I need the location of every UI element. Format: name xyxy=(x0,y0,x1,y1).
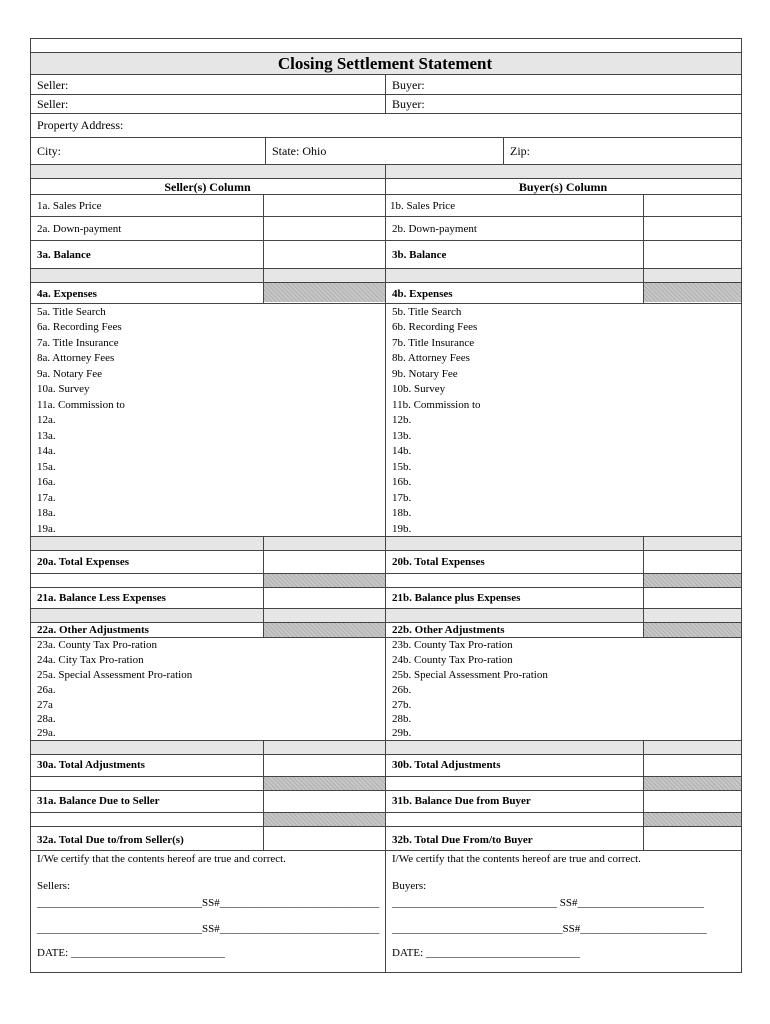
rule xyxy=(30,573,742,574)
rule xyxy=(30,113,742,114)
line-24b: 24b. County Tax Pro-ration xyxy=(392,654,513,666)
rule xyxy=(30,137,742,138)
rule xyxy=(30,754,742,755)
line-14b: 14b. xyxy=(392,445,412,457)
line-20a: 20a. Total Expenses xyxy=(37,556,129,568)
hatch-cell-31a xyxy=(263,812,385,826)
rule xyxy=(30,216,742,217)
rule xyxy=(30,303,742,304)
rule xyxy=(30,550,742,551)
line-32a: 32a. Total Due to/from Seller(s) xyxy=(37,834,184,846)
seller-date-field[interactable]: DATE: ____________________________ xyxy=(37,947,225,959)
line-9b: 9b. Notary Fee xyxy=(392,368,458,380)
hatch-cell-31b xyxy=(643,812,741,826)
border-bottom xyxy=(30,972,742,973)
hatch-cell-4a xyxy=(263,283,385,302)
rule xyxy=(30,164,742,165)
seller-certification: I/We certify that the contents hereof are true and correct. xyxy=(37,853,286,865)
line-3a: 3a. Balance xyxy=(37,249,91,261)
property-address-field[interactable]: Property Address: xyxy=(37,118,124,132)
line-11b: 11b. Commission to xyxy=(392,399,481,411)
line-8a: 8a. Attorney Fees xyxy=(37,352,115,364)
rule xyxy=(30,282,742,283)
hatch-cell-30b xyxy=(643,776,741,790)
line-30a: 30a. Total Adjustments xyxy=(37,759,145,771)
line-29a: 29a. xyxy=(37,727,56,739)
vrule-state xyxy=(265,137,266,164)
line-2b: 2b. Down-payment xyxy=(392,223,477,235)
line-16b: 16b. xyxy=(392,476,412,488)
line-9a: 9a. Notary Fee xyxy=(37,368,103,380)
line-8b: 8b. Attorney Fees xyxy=(392,352,470,364)
buyers-label: Buyers: xyxy=(392,880,427,892)
line-14a: 14a. xyxy=(37,445,56,457)
rule xyxy=(30,52,742,53)
hatch-cell-22a xyxy=(263,623,385,637)
vrule-header-mid xyxy=(385,74,386,114)
rule xyxy=(30,240,742,241)
line-6a: 6a. Recording Fees xyxy=(37,321,122,333)
buyer-signature-line-2[interactable]: _______________________________SS#_______________________ xyxy=(392,923,707,935)
line-31a: 31a. Balance Due to Seller xyxy=(37,795,160,807)
hatch-cell-20a xyxy=(263,573,385,587)
buyer-signature-line-1[interactable]: ______________________________ SS#_______________________ xyxy=(392,897,704,909)
rule xyxy=(30,826,742,827)
line-20b: 20b. Total Expenses xyxy=(392,556,485,568)
line-7b: 7b. Title Insurance xyxy=(392,337,475,349)
rule xyxy=(30,268,742,269)
line-27a: 27a xyxy=(37,699,53,711)
line-25b: 25b. Special Assessment Pro-ration xyxy=(392,669,548,681)
line-4b: 4b. Expenses xyxy=(392,288,453,300)
buyer-field-1[interactable]: Buyer: xyxy=(392,78,425,92)
seller-field-2[interactable]: Seller: xyxy=(37,97,69,111)
line-28a: 28a. xyxy=(37,713,56,725)
page-title: Closing Settlement Statement xyxy=(277,54,493,73)
line-17a: 17a. xyxy=(37,492,56,504)
line-30b: 30b. Total Adjustments xyxy=(392,759,501,771)
seller-field-1[interactable]: Seller: xyxy=(37,78,69,92)
line-19a: 19a. xyxy=(37,523,56,535)
line-26b: 26b. xyxy=(392,684,412,696)
line-17b: 17b. xyxy=(392,492,412,504)
seller-signature-line-1[interactable]: ______________________________SS#_____________________________ xyxy=(37,897,380,909)
line-31b: 31b. Balance Due from Buyer xyxy=(392,795,531,807)
line-15b: 15b. xyxy=(392,461,412,473)
line-12b: 12b. xyxy=(392,414,412,426)
sellers-label: Sellers: xyxy=(37,880,70,892)
line-18a: 18a. xyxy=(37,507,56,519)
line-22b: 22b. Other Adjustments xyxy=(392,624,505,636)
hatch-cell-20b xyxy=(643,573,741,587)
border-top xyxy=(30,38,742,39)
line-18b: 18b. xyxy=(392,507,412,519)
line-27b: 27b. xyxy=(392,699,412,711)
city-field[interactable]: City: xyxy=(37,144,62,158)
rule xyxy=(30,74,742,75)
blank-band-3 xyxy=(31,536,741,550)
vrule-buyer-amount xyxy=(643,740,644,851)
line-13a: 13a. xyxy=(37,430,56,442)
line-6b: 6b. Recording Fees xyxy=(392,321,478,333)
hatch-cell-4b xyxy=(643,283,741,302)
vrule-zip xyxy=(503,137,504,164)
line-23a: 23a. County Tax Pro-ration xyxy=(37,639,158,651)
vrule-seller-amount xyxy=(263,740,264,851)
blank-band-1 xyxy=(31,164,741,178)
line-23b: 23b. County Tax Pro-ration xyxy=(392,639,513,651)
line-10b: 10b. Survey xyxy=(392,383,446,395)
blank-band-5 xyxy=(31,740,741,754)
line-32b: 32b. Total Due From/to Buyer xyxy=(392,834,533,846)
hatch-cell-30a xyxy=(263,776,385,790)
line-21b: 21b. Balance plus Expenses xyxy=(392,592,521,604)
rule xyxy=(30,812,742,813)
line-15a: 15a. xyxy=(37,461,56,473)
vrule-buyer-amount xyxy=(643,194,644,304)
line-19b: 19b. xyxy=(392,523,412,535)
vrule-buyer-amount xyxy=(643,536,644,638)
rule xyxy=(30,587,742,588)
line-21a: 21a. Balance Less Expenses xyxy=(37,592,166,604)
line-28b: 28b. xyxy=(392,713,412,725)
buyer-date-field[interactable]: DATE: ____________________________ xyxy=(392,947,580,959)
rule xyxy=(30,194,742,195)
line-3b: 3b. Balance xyxy=(392,249,447,261)
seller-signature-line-2[interactable]: ______________________________SS#_____________________________ xyxy=(37,923,380,935)
buyer-column-heading: Buyer(s) Column xyxy=(518,180,608,194)
blank-band-2 xyxy=(31,268,741,282)
rule xyxy=(30,776,742,777)
line-5b: 5b. Title Search xyxy=(392,306,462,318)
line-26a: 26a. xyxy=(37,684,56,696)
line-13b: 13b. xyxy=(392,430,412,442)
rule xyxy=(30,608,742,609)
line-11a: 11a. Commission to xyxy=(37,399,125,411)
seller-column-heading: Seller(s) Column xyxy=(164,180,251,194)
buyer-certification: I/We certify that the contents hereof are true and correct. xyxy=(392,853,641,865)
line-2a: 2a. Down-payment xyxy=(37,223,122,235)
state-field[interactable]: State: Ohio xyxy=(272,144,327,158)
vrule-center xyxy=(385,164,386,973)
blank-band-4 xyxy=(31,608,741,622)
line-5a: 5a. Title Search xyxy=(37,306,106,318)
line-1a: 1a. Sales Price xyxy=(37,200,102,212)
line-10a: 10a. Survey xyxy=(37,383,90,395)
rule xyxy=(30,740,742,741)
line-4a: 4a. Expenses xyxy=(37,288,97,300)
line-25a: 25a. Special Assessment Pro-ration xyxy=(37,669,193,681)
line-29b: 29b. xyxy=(392,727,412,739)
hatch-cell-22b xyxy=(643,623,741,637)
line-24a: 24a. City Tax Pro-ration xyxy=(37,654,144,666)
rule xyxy=(30,536,742,537)
vrule-seller-amount xyxy=(263,194,264,304)
rule xyxy=(30,850,742,851)
buyer-field-2[interactable]: Buyer: xyxy=(392,97,425,111)
line-12a: 12a. xyxy=(37,414,56,426)
line-7a: 7a. Title Insurance xyxy=(37,337,119,349)
line-22a: 22a. Other Adjustments xyxy=(37,624,149,636)
vrule-seller-amount xyxy=(263,536,264,638)
line-16a: 16a. xyxy=(37,476,56,488)
line-1b: 1b. Sales Price xyxy=(390,200,456,212)
rule xyxy=(30,790,742,791)
rule xyxy=(30,178,742,179)
zip-field[interactable]: Zip: xyxy=(510,144,530,158)
rule xyxy=(30,94,742,95)
